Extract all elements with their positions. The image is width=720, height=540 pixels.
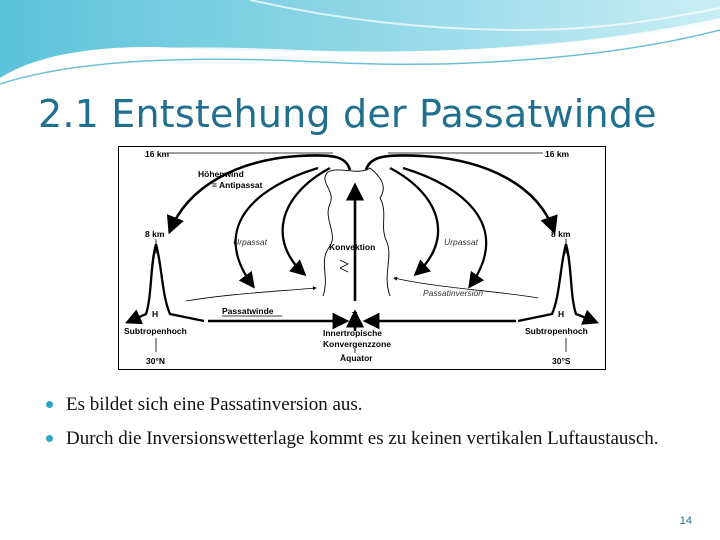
trade-wind-circulation-diagram bbox=[118, 146, 606, 370]
hoehenwind-label: Höhenwind bbox=[198, 169, 244, 179]
altitude-label-left-top: 16 km bbox=[145, 149, 170, 159]
latitude-label-left: 30°N bbox=[146, 356, 165, 366]
bullet-dot-icon bbox=[46, 401, 53, 408]
high-pressure-label-left: H bbox=[152, 309, 159, 319]
bullet-item bbox=[44, 392, 684, 417]
bullet-list bbox=[44, 392, 684, 460]
header-wave-banner bbox=[0, 0, 720, 90]
urpassat-label-left: Urpassat bbox=[233, 237, 268, 247]
aequator-label: Äquator bbox=[340, 353, 373, 363]
page-number: 14 bbox=[679, 515, 692, 527]
antipassat-label: = Antipassat bbox=[212, 180, 263, 190]
bullet-text: Es bildet sich eine Passatinversion aus. bbox=[66, 394, 363, 415]
high-pressure-label-right: H bbox=[558, 309, 565, 319]
passatinversion-label: Passatinversion bbox=[423, 288, 484, 298]
konvektion-label: Konvektion bbox=[329, 242, 376, 252]
altitude-label-right-mid: 8 km bbox=[551, 229, 571, 239]
bullet-text: Durch die Inversionswetterlage kommt es zu keinen vertikalen Luftaustausch. bbox=[66, 428, 659, 449]
latitude-label-right: 30°S bbox=[552, 356, 571, 366]
slide-title: 2.1 Entstehung der Passatwinde bbox=[38, 92, 657, 136]
altitude-label-right-top: 16 km bbox=[545, 149, 570, 159]
itc-label-line1: Innertropische bbox=[323, 328, 383, 338]
subtropenhoch-label-left: Subtropenhoch bbox=[124, 326, 187, 336]
urpassat-label-right: Urpassat bbox=[444, 237, 479, 247]
bullet-dot-icon bbox=[46, 435, 53, 442]
itc-label-line2: Konvergenzzone bbox=[323, 339, 392, 349]
low-pressure-label-center: T bbox=[352, 310, 358, 320]
passatwinde-label: Passatwinde bbox=[222, 306, 274, 316]
bullet-item bbox=[44, 426, 684, 451]
altitude-label-left-mid: 8 km bbox=[145, 229, 165, 239]
subtropenhoch-label-right: Subtropenhoch bbox=[525, 326, 588, 336]
